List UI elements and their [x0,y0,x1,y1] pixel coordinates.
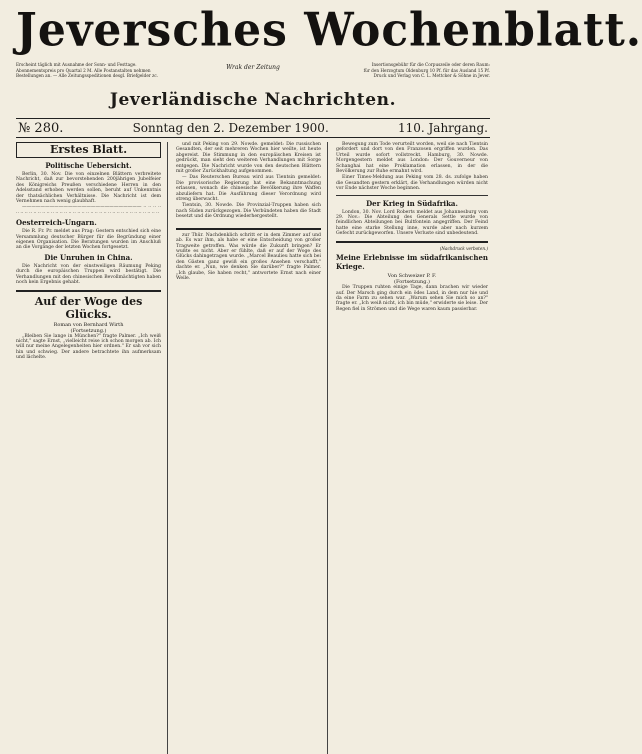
column-right [336,142,488,754]
article-text: Tientsin, 30. Nowde. Die Provinzial-Truppen haben sich nach Süden zurückgezogen. Die Verbündeten haben die Stadt besetzt und die Ordnung wiederhergestellt. [176,203,321,220]
novel-byline: Roman von Bernhard Wirth [53,321,124,328]
section-heading: Die Unruhen in China. [44,252,133,262]
section-heading: Politische Uebersicht. [45,161,132,170]
section-divider [336,241,488,243]
section-box-title: Erstes Blatt. [16,142,161,158]
info-right-line: für den Herzogtum Oldenburg 10 Pf. für das Ausland 15 Pf. [363,67,490,73]
dateline [16,118,490,138]
section-divider [336,195,488,196]
article-text: — Das Reuterschen Bureau wird aus Tientsin gemeldet: Die provisorische Regierung hat eine Bekanntmachung erlassen, wonach die chinesische Bevölkerung ihre Waffen abzuliefern hat. Die Ausführung dieser Verordnung wird streng überwacht. [176,175,321,203]
article-columns [16,142,490,754]
article-text: London, 30. Nov. Lord Roberts meldet aus Johannesburg vom 29. Nov.: Die Abteilung des Generals Settle wurde von feindlichen Abteilungen bei Bultfontein angegriffen. Der Feind hatte eine starke Stellung inne, wurde aber nach kurzem Gefecht zurückgeworfen. Unsere Verluste sind unbedeutend. [336,209,488,237]
article-text-continued: —————————————————————————— ·· ·· ·· ·· ·· ·· ·· ·· ·· ·· ·· ·· ·· ·· ·· ·· ·· ·· ·· ·· ·· ·· ·· ·· ·· ·· ·· ·· ·· ·· ·· ·· ·· ·· ·· ·· ·· [16,205,161,216]
masthead-subtitle: Jeverländische Nachrichten. [109,90,397,110]
article-text: Die R. Fr. Pr. meldet aus Prag: Gestern entschied sich eine Versammlung deutscher Bürger für die Begründung einer eigenen Organisation. Die Beratungen wurden im Anschluß an die Vorgänge der letzten Wochen fortgesetzt. [16,229,161,251]
memoir-continuation: (Fortsetzung.) [394,279,430,286]
masthead-motto: Wrak der Zeitung [226,64,280,71]
advertising-info [320,62,490,79]
volume-number: 110. Jahrgang. [397,121,488,135]
column-middle [176,142,328,754]
section-divider [16,290,161,292]
section-divider [176,228,321,230]
issue-date: Sonntag den 2. Dezember 1900. [132,121,329,135]
subscription-info [16,62,186,79]
info-left-line: Abonnementspreis pro Quartal 2 M. Alle Postanstalten nehmen [16,67,151,73]
section-heading: Oesterreich-Ungarn. [16,218,97,228]
novel-text: „Bleiben Sie lange in München?" fragte Palmer. „Ich weiß nicht," sagte Ernst, „vielleicht reise ich schon morgen ab. Ich will nur meine Angelegenheiten hier ordnen." Er sah vor sich hin und schwieg. Der andere betrachtete ihn aufmerksam und lächelte. [16,333,161,361]
masthead-title: Jeversches Wochenblatt. [16,3,642,58]
reprint-note: (Nachdruck verboten.) [439,245,488,251]
novel-title: Auf der Woge des Glücks. [34,294,143,321]
column-left [16,142,168,754]
article-text: Einer Times-Meldung aus Peking vom 28. ds. zufolge haben die Gesandten gestern erklärt, die Verhandlungen würden nicht vor Ende nächster Woche beginnen. [336,175,488,192]
info-right-line: Druck und Verlag von C. L. Mettcker & Söhne in Jever. [373,73,490,79]
memoir-title: Meine Erlebnisse im südafrikanischen Kriege. [336,253,488,272]
issue-number: № 280. [18,120,64,136]
novel-text: zur Thür. Nachdenklich schritt er in dem Zimmer auf und ab. Es war ihm, als habe er eine Entscheidung von großer Tragweite getroffen. Was würde die Zukunft bringen? Er wußte es nicht. Aber er fühlte, daß er auf der Woge des Glücks dahingetragen wurde. „Marcel Beaulieu hatte sich bei den Gästen ganz gewiß ein großes Ansehen verschafft," dachte er. „Nun, wie denken Sie darüber?" fragte Palmer. „Ich glaube, Sie haben recht," antwortete Ernst nach einer Weile. [176,232,321,281]
novel-continuation: (Fortsetzung.) [70,327,107,334]
memoir-text: Die Truppen ruhten einige Tage, dann brachen wir wieder auf. Der Marsch ging durch ein ödes Land, in dem nur hie und da eine Farm zu sehen war. „Warum sehen Sie mich so an?" fragte er. „Ich weiß nicht, ich bin müde," erwiderte sie leise. Der Regen fiel in Strömen und die Wege waren kaum passierbar. [336,285,488,312]
article-text: Bewegung zum Tode verurteilt worden, weil sie nach Tientsin gefordert und dort von den Franzosen ergriffen wurden. Das Urteil wurde sofort vollstreckt. Hamburg, 30. Nowde. Morgengestern meldet aus London: Der Gouverneur von Schanghai hat eine Proklamation erlassen, in der die Bevölkerung zur Ruhe ermahnt wird. [336,142,488,175]
info-left-line: Erscheint täglich mit Ausnahme der Sonn- und Festtage. [16,62,137,67]
info-left-line: Bestellungen an. — Alle Zeitungsspeditionen desgl. Briefgelder zc. [16,73,159,79]
article-text: und mit Peking von 29. Nowde. gemeldet: Die russischen Gesandten, der seit mehreren Wochen hier weilte, ist heute abgereist. Die Stimmung in den europäischen Kreisen ist gedrückt, man sieht den weiteren Verhandlungen mit Sorge entgegen. Die Nachricht wurde von den deutschen Blättern mit großer Zurückhaltung aufgenommen. [176,142,321,175]
article-text: Die Nachricht von der einstweiligen Räumung Peking durch die europäischen Truppen wird bestätigt. Die Verhandlungen mit den chinesischen Bevollmächtigten haben noch kein Ergebnis gehabt. [16,263,161,286]
section-heading: Der Krieg in Südafrika. [366,198,458,208]
info-right-line: Insertionsgebühr für die Corpuszeile oder deren Raum: [371,62,490,67]
memoir-byline: Von Schweizer P. F. [387,273,437,280]
article-text: Berlin, 30. Nov. Die von einzelnen Blättern verbreitete Nachricht, daß zur bevorstehenden 200jährigen Jubelfeier des Königreichs Preußen verschiedene Herren in den Adelsstand erhoben werden sollen, beruht auf Unkenntnis der thatsächlichen Verhältnisse. Die Nachricht ist dem Vernehmen nach wenig glaubhaft. [16,172,161,205]
